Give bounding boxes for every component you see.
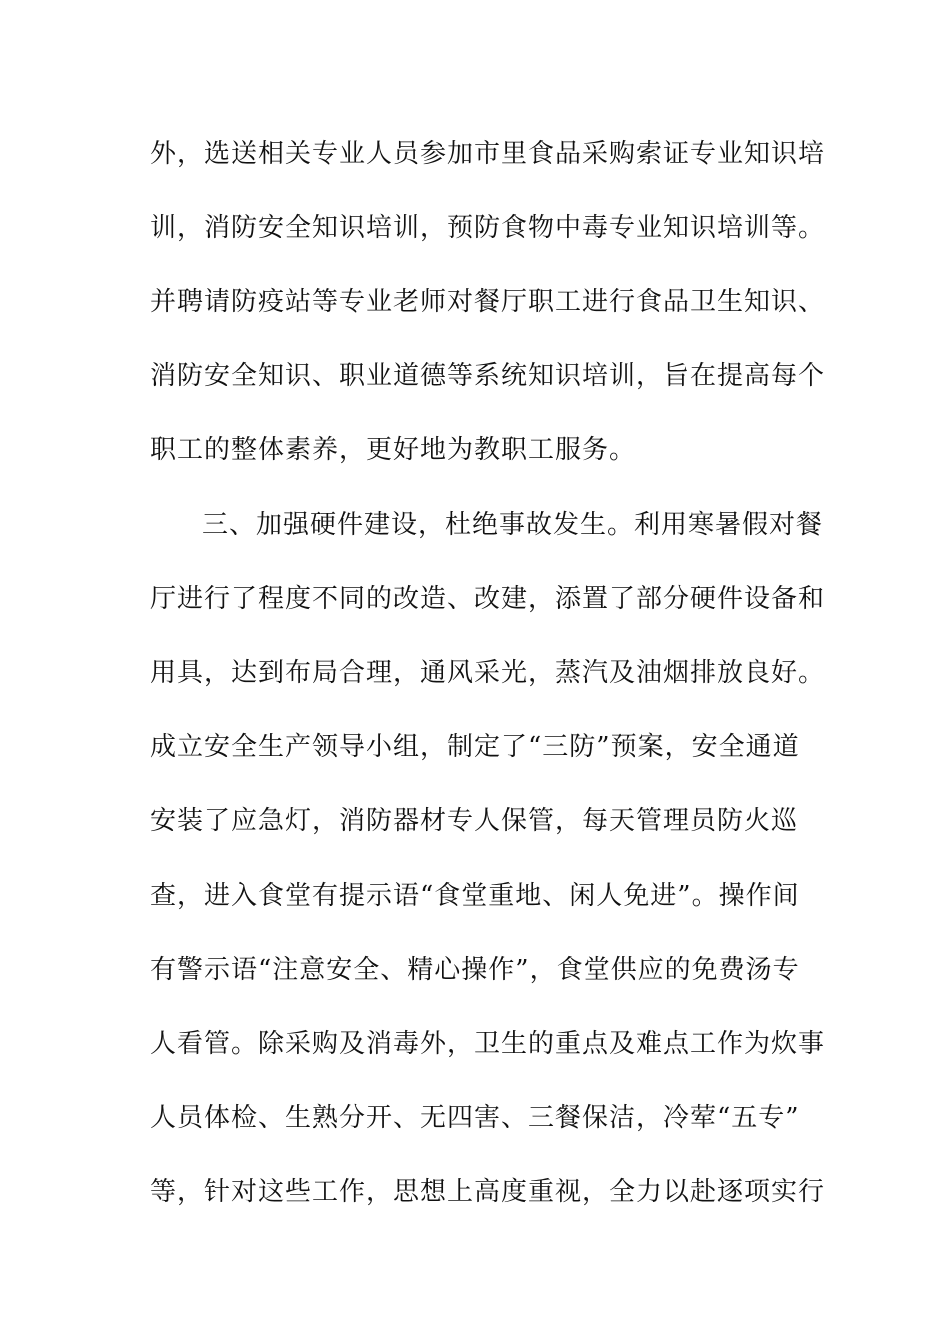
text-line: 安装了应急灯，消防器材专人保管，每天管理员防火巡 — [150, 806, 799, 836]
text-line: 有警示语“注意安全、精心操作”，食堂供应的免费汤专 — [150, 955, 800, 985]
text-line: 并聘请防疫站等专业老师对餐厅职工进行食品卫生知识、 — [150, 287, 826, 317]
text-line: 训，消防安全知识培训，预防食物中毒专业知识培训等。 — [150, 213, 826, 243]
text-line: 等，针对这些工作，思想上高度重视，全力以赴逐项实行 — [150, 1177, 826, 1207]
paragraph-start-line: 三、加强硬件建设，杜绝事故发生。利用寒暑假对餐 — [202, 510, 824, 540]
text-line: 用具，达到布局合理，通风采光，蒸汽及油烟排放良好。 — [150, 658, 826, 688]
text-line: 外，选送相关专业人员参加市里食品采购索证专业知识培 — [150, 139, 826, 169]
text-line: 消防安全知识、职业道德等系统知识培训，旨在提高每个 — [150, 361, 826, 391]
text-line: 查，进入食堂有提示语“食堂重地、闲人免进”。操作间 — [150, 881, 800, 911]
text-line: 厅进行了程度不同的改造、改建，添置了部分硬件设备和 — [150, 584, 826, 614]
text-line: 人员体检、生熟分开、无四害、三餐保洁，冷荤“五专” — [150, 1103, 800, 1133]
text-line: 职工的整体素养，更好地为教职工服务。 — [150, 435, 637, 465]
text-line: 成立安全生产领导小组，制定了“三防”预案，安全通道 — [150, 732, 800, 762]
text-line: 人看管。除采购及消毒外，卫生的重点及难点工作为炊事 — [150, 1029, 826, 1059]
